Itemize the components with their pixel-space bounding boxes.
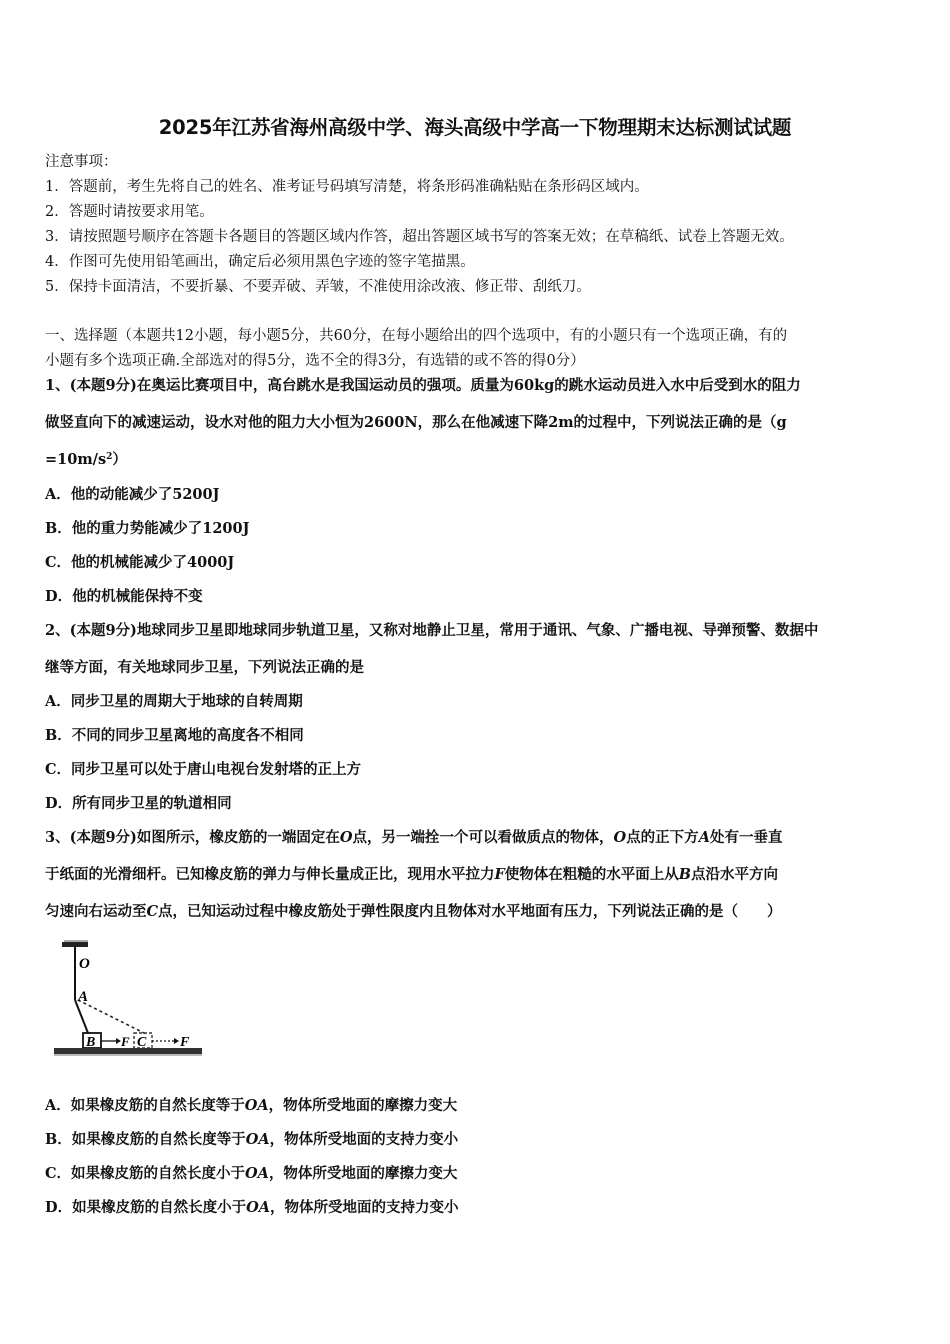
page-title: 2025年江苏省海州高级中学、海头高级中学高一下物理期末达标测试试题: [158, 116, 792, 139]
q1-option-a: A．他的动能减少了5200J: [45, 486, 220, 503]
label-o: O: [79, 956, 90, 972]
q1-option-d: D．他的机械能保持不变: [45, 588, 203, 605]
q2-option-c: C．同步卫星可以处于唐山电视台发射塔的正上方: [45, 761, 362, 778]
q1-text-line-3: $=10m/s^2$）: [45, 451, 127, 468]
q1-text-line-1: 1、(本题9分)在奥运比赛项目中，高台跳水是我国运动员的强项。质量为60kg的跳水运动员进入水中后受到水的阻力: [45, 377, 801, 394]
q2-option-d: D．所有同步卫星的轨道相同: [45, 795, 232, 812]
label-c: C: [137, 1035, 147, 1050]
q2-text-line-1: 2、(本题9分)地球同步卫星即地球同步轨道卫星，又称对地静止卫星，常用于通讯、气象、广播电视、导弹预警、数据中: [45, 622, 819, 639]
notice-item-1: 1．答题前，考生先将自己的姓名、准考证号码填写清楚，将条形码准确粘贴在条形码区域内。: [45, 179, 649, 195]
section-heading-line-1: 一、选择题（本题共12小题，每小题5分，共60分，在每小题给出的四个选项中，有的小题只有一个选项正确，有的: [45, 328, 788, 344]
q3-text-line-3: 匀速向右运动至C点，已知运动过程中橡皮筋处于弹性限度内且物体对水平地面有压力，下列说法正确的是（ ）: [45, 903, 782, 920]
q1-option-c: C．他的机械能减少了4000J: [45, 554, 235, 571]
q3-text-line-2: 于纸面的光滑细杆。已知橡皮筋的弹力与伸长量成正比，现用水平拉力F使物体在粗糙的水平面上从B点沿水平方向: [45, 866, 779, 883]
notice-item-5: 5．保持卡面清洁，不要折暴、不要弄破、弄皱，不准使用涂改液、修正带、刮纸刀。: [45, 279, 591, 295]
label-f-2: F: [180, 1035, 190, 1050]
q2-text-line-2: 继等方面，有关地球同步卫星，下列说法正确的是: [45, 659, 364, 676]
notice-item-2: 2．答题时请按要求用笔。: [45, 204, 214, 220]
q3-text-line-1: 3、(本题9分)如图所示，橡皮筋的一端固定在O点，另一端拴一个可以看做质点的物体，O点的正下方A处有一垂直: [45, 829, 783, 846]
label-b: B: [86, 1035, 96, 1050]
q2-option-b: B．不同的同步卫星离地的高度各不相同: [45, 727, 304, 744]
dashed-band-to-c: [78, 1000, 146, 1034]
label-a: A: [78, 989, 89, 1005]
q3-figure: [42, 940, 204, 1065]
notice-item-3: 3．请按照题号顺序在答题卡各题目的答题区域内作答，超出答题区域书写的答案无效；在草稿纸、试卷上答题无效。: [45, 229, 794, 245]
q3-option-d: D．如果橡皮筋的自然长度小于OA，物体所受地面的支持力变小: [45, 1199, 459, 1216]
q1-option-b: B．他的重力势能减少了1200J: [45, 520, 250, 537]
section-heading-line-2: 小题有多个选项正确.全部选对的得5分，选不全的得3分，有选错的或不答的得0分）: [45, 353, 585, 369]
q2-option-a: A．同步卫星的周期大于地球的自转周期: [45, 693, 303, 710]
notice-item-4: 4．作图可先使用铅笔画出，确定后必须用黑色字迹的签字笔描黑。: [45, 254, 475, 270]
notice-heading: 注意事项：: [45, 154, 118, 170]
q3-option-c: C．如果橡皮筋的自然长度小于OA，物体所受地面的摩擦力变大: [45, 1165, 458, 1182]
q3-option-b: B．如果橡皮筋的自然长度等于OA，物体所受地面的支持力变小: [45, 1131, 459, 1148]
q3-option-a: A．如果橡皮筋的自然长度等于OA，物体所受地面的摩擦力变大: [45, 1097, 458, 1114]
label-f-1: F: [121, 1034, 130, 1049]
q1-text-line-2: 做竖直向下的减速运动，设水对他的阻力大小恒为2600N，那么在他减速下降2m的过程中，下列说法正确的是（g: [45, 414, 787, 431]
ceiling-support: [62, 942, 88, 947]
